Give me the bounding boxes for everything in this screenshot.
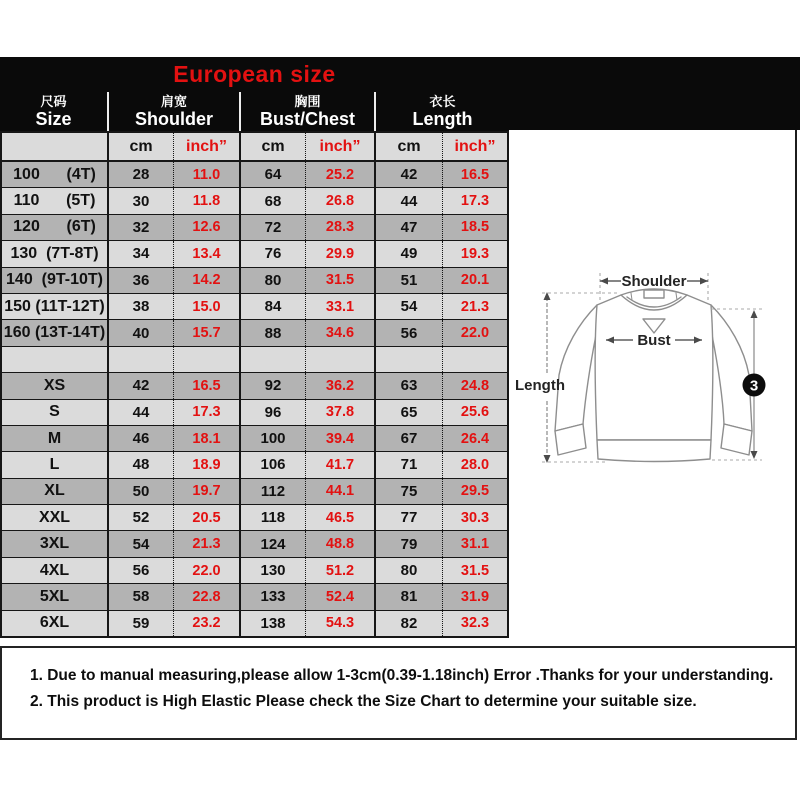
length-cm-cell: 44 — [374, 188, 442, 213]
table-row — [2, 479, 507, 505]
shoulder-cm-cell: 32 — [107, 215, 173, 240]
bust-cm-cell: 80 — [239, 268, 305, 293]
shoulder-cm-cell: 38 — [107, 294, 173, 319]
size-cell: 110 (5T) — [13, 192, 96, 210]
bust-inch-cell: 51.2 — [305, 558, 374, 583]
size-cell: 120 (6T) — [13, 218, 96, 236]
shoulder-cm-cell: 36 — [107, 268, 173, 293]
unit-empty-cell — [2, 133, 107, 160]
table-body — [2, 162, 507, 636]
size-cell: 150 (11T-12T) — [4, 297, 105, 315]
size-cell: 140 (9T-10T) — [6, 271, 103, 289]
table-row — [2, 558, 507, 584]
length-inch-cell: 18.5 — [442, 215, 507, 240]
header-length-en: Length — [412, 109, 473, 129]
bust-cm-cell — [239, 347, 305, 372]
shoulder-cm-cell: 52 — [107, 505, 173, 530]
size-cell: L — [49, 455, 60, 473]
shoulder-cm-cell: 28 — [107, 162, 173, 187]
length-inch-cell: 21.3 — [442, 294, 507, 319]
shoulder-cm-cell: 40 — [107, 320, 173, 345]
table-row — [2, 452, 507, 478]
shoulder-label: Shoulder — [621, 273, 687, 290]
size-cell — [2, 347, 107, 372]
length-inch-cell: 28.0 — [442, 452, 507, 477]
bust-cm-cell: 72 — [239, 215, 305, 240]
table-row — [2, 215, 507, 241]
size-cell: M — [47, 429, 62, 447]
table-row — [2, 584, 507, 610]
length-cm-cell: 42 — [374, 162, 442, 187]
bust-cm-cell: 68 — [239, 188, 305, 213]
page-title: European size — [173, 61, 336, 87]
bust-inch-cell: 26.8 — [305, 188, 374, 213]
header-bust — [239, 92, 374, 131]
shoulder-cm-cell: 48 — [107, 452, 173, 477]
shoulder-inch-cell: 14.2 — [173, 268, 239, 293]
size-cell: 100 (4T) — [13, 165, 96, 183]
bust-cm-cell: 88 — [239, 320, 305, 345]
bust-cm-cell: 130 — [239, 558, 305, 583]
table-row — [2, 400, 507, 426]
unit-cm: cm — [107, 133, 173, 160]
length-inch-cell: 17.3 — [442, 188, 507, 213]
table-row — [2, 294, 507, 320]
header-shoulder-en: Shoulder — [134, 109, 213, 129]
table-row — [2, 162, 507, 188]
size-cell: 3XL — [39, 535, 70, 553]
length-cm-cell: 77 — [374, 505, 442, 530]
shoulder-inch-cell: 21.3 — [173, 531, 239, 556]
size-cell: 5XL — [39, 587, 70, 605]
shoulder-cm-cell: 34 — [107, 241, 173, 266]
shoulder-inch-cell: 16.5 — [173, 373, 239, 398]
size-cell: 4XL — [39, 561, 70, 579]
bust-cm-cell: 92 — [239, 373, 305, 398]
length-cm-cell: 56 — [374, 320, 442, 345]
shoulder-cm-cell: 44 — [107, 400, 173, 425]
bust-cm-cell: 64 — [239, 162, 305, 187]
length-cm-cell: 51 — [374, 268, 442, 293]
shoulder-inch-cell: 18.1 — [173, 426, 239, 451]
table-row — [2, 531, 507, 557]
unit-row — [2, 133, 507, 162]
shoulder-inch-cell: 20.5 — [173, 505, 239, 530]
length-inch-cell: 16.5 — [442, 162, 507, 187]
notes-box — [0, 646, 797, 740]
bust-cm-cell: 84 — [239, 294, 305, 319]
length-cm-cell: 47 — [374, 215, 442, 240]
length-cm-cell: 81 — [374, 584, 442, 609]
size-cell: XL — [44, 482, 65, 500]
table-row — [2, 320, 507, 346]
length-cm-cell: 82 — [374, 611, 442, 636]
shoulder-cm-cell: 30 — [107, 188, 173, 213]
length-cm-cell: 63 — [374, 373, 442, 398]
length-label: Length — [515, 377, 565, 394]
bust-cm-cell: 138 — [239, 611, 305, 636]
shoulder-cm-cell: 56 — [107, 558, 173, 583]
bust-cm-cell: 124 — [239, 531, 305, 556]
bust-cm-cell: 106 — [239, 452, 305, 477]
length-inch-cell — [442, 347, 507, 372]
bust-inch-cell: 46.5 — [305, 505, 374, 530]
size-cell: 130 (7T-8T) — [10, 244, 99, 262]
header-length — [374, 92, 509, 131]
bust-inch-cell: 41.7 — [305, 452, 374, 477]
size-cell: 6XL — [39, 614, 70, 632]
table-row — [2, 347, 507, 373]
table-row — [2, 188, 507, 214]
bust-inch-cell: 54.3 — [305, 611, 374, 636]
shoulder-inch-cell: 15.7 — [173, 320, 239, 345]
note-1: 1. Due to manual measuring,please allow 1-3cm(0.39-1.18inch) Error .Thanks for your understanding. — [30, 667, 774, 684]
length-inch-cell: 22.0 — [442, 320, 507, 345]
shoulder-cm-cell: 46 — [107, 426, 173, 451]
shoulder-inch-cell — [173, 347, 239, 372]
unit-inch: inch” — [173, 133, 239, 160]
sweater-measurement-diagram — [509, 233, 800, 525]
bust-cm-cell: 96 — [239, 400, 305, 425]
bust-label: Bust — [637, 332, 671, 349]
bust-inch-cell: 25.2 — [305, 162, 374, 187]
header-length-cn: 衣长 — [429, 94, 456, 109]
size-cell: XXL — [38, 508, 71, 526]
length-inch-cell: 32.3 — [442, 611, 507, 636]
shoulder-cm-cell — [107, 347, 173, 372]
length-cm-cell — [374, 347, 442, 372]
bust-inch-cell: 28.3 — [305, 215, 374, 240]
shoulder-inch-cell: 11.0 — [173, 162, 239, 187]
unit-cm: cm — [374, 133, 442, 160]
length-inch-cell: 31.1 — [442, 531, 507, 556]
shoulder-inch-cell: 11.8 — [173, 188, 239, 213]
length-inch-cell: 19.3 — [442, 241, 507, 266]
bust-cm-cell: 76 — [239, 241, 305, 266]
circled-3-label: 3 — [749, 377, 759, 395]
size-cell: XS — [43, 376, 66, 394]
bust-inch-cell: 52.4 — [305, 584, 374, 609]
length-inch-cell: 29.5 — [442, 479, 507, 504]
shoulder-cm-cell: 54 — [107, 531, 173, 556]
bust-inch-cell: 29.9 — [305, 241, 374, 266]
table-row — [2, 373, 507, 399]
bust-inch-cell: 36.2 — [305, 373, 374, 398]
size-table — [0, 131, 509, 638]
length-inch-cell: 30.3 — [442, 505, 507, 530]
bust-inch-cell: 37.8 — [305, 400, 374, 425]
bust-cm-cell: 112 — [239, 479, 305, 504]
bust-inch-cell: 31.5 — [305, 268, 374, 293]
header-shoulder — [107, 92, 239, 131]
shoulder-inch-cell: 18.9 — [173, 452, 239, 477]
bust-inch-cell: 33.1 — [305, 294, 374, 319]
length-cm-cell: 75 — [374, 479, 442, 504]
sweater-outline — [555, 289, 752, 462]
length-cm-cell: 80 — [374, 558, 442, 583]
header-bust-cn: 胸围 — [294, 94, 321, 109]
length-inch-cell: 26.4 — [442, 426, 507, 451]
bust-cm-cell: 100 — [239, 426, 305, 451]
unit-inch: inch” — [442, 133, 507, 160]
header-size-cn: 尺码 — [40, 94, 67, 109]
length-cm-cell: 54 — [374, 294, 442, 319]
shoulder-inch-cell: 15.0 — [173, 294, 239, 319]
length-inch-cell: 24.8 — [442, 373, 507, 398]
length-inch-cell: 31.5 — [442, 558, 507, 583]
length-cm-cell: 49 — [374, 241, 442, 266]
bust-cm-cell: 118 — [239, 505, 305, 530]
size-cell: S — [49, 403, 60, 421]
note-2: 2. This product is High Elastic Please check the Size Chart to determine your suitable size. — [30, 693, 697, 710]
length-cm-cell: 65 — [374, 400, 442, 425]
table-row — [2, 611, 507, 636]
length-inch-cell: 20.1 — [442, 268, 507, 293]
shoulder-inch-cell: 22.8 — [173, 584, 239, 609]
unit-cm: cm — [239, 133, 305, 160]
length-cm-cell: 71 — [374, 452, 442, 477]
unit-inch: inch” — [305, 133, 374, 160]
length-cm-cell: 79 — [374, 531, 442, 556]
shoulder-inch-cell: 17.3 — [173, 400, 239, 425]
table-row — [2, 241, 507, 267]
table-header-row — [0, 92, 509, 131]
shoulder-inch-cell: 19.7 — [173, 479, 239, 504]
table-row — [2, 268, 507, 294]
table-row — [2, 426, 507, 452]
bust-inch-cell: 39.4 — [305, 426, 374, 451]
shoulder-inch-cell: 22.0 — [173, 558, 239, 583]
table-row — [2, 505, 507, 531]
shoulder-cm-cell: 59 — [107, 611, 173, 636]
shoulder-dimension — [600, 273, 708, 290]
shoulder-cm-cell: 50 — [107, 479, 173, 504]
length-cm-cell: 67 — [374, 426, 442, 451]
length-inch-cell: 25.6 — [442, 400, 507, 425]
length-inch-cell: 31.9 — [442, 584, 507, 609]
header-size-en: Size — [35, 109, 72, 129]
shoulder-cm-cell: 58 — [107, 584, 173, 609]
bust-cm-cell: 133 — [239, 584, 305, 609]
header-shoulder-cn: 肩宽 — [160, 94, 187, 109]
bust-inch-cell: 34.6 — [305, 320, 374, 345]
shoulder-cm-cell: 42 — [107, 373, 173, 398]
bust-inch-cell: 48.8 — [305, 531, 374, 556]
header-size — [0, 92, 107, 131]
size-cell: 160 (13T-14T) — [3, 324, 106, 342]
shoulder-inch-cell: 12.6 — [173, 215, 239, 240]
bust-inch-cell — [305, 347, 374, 372]
shoulder-inch-cell: 23.2 — [173, 611, 239, 636]
bust-inch-cell: 44.1 — [305, 479, 374, 504]
shoulder-inch-cell: 13.4 — [173, 241, 239, 266]
header-bust-en: Bust/Chest — [259, 109, 355, 129]
